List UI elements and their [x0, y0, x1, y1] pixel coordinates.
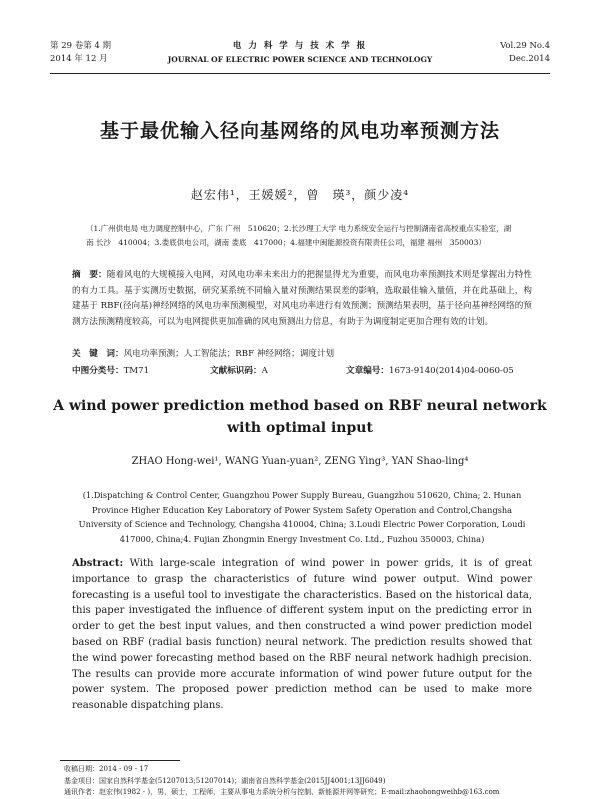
- abstract-label-en: Abstract:: [72, 558, 124, 569]
- volume-issue-en: Vol.29 No.4 Dec.2014: [500, 41, 550, 64]
- volume-issue: 第 29 卷第 4 期 2014 年 12 月: [50, 41, 112, 64]
- authors-english: ZHAO Hong-wei¹, WANG Yuan-yuan², ZENG Ying³, YAN Shao-ling⁴: [131, 456, 469, 467]
- author-info: 通讯作者：赵宏伟(1982 - )，男，硕士，工程师，主要从事电力系统分析与控制、新能源并网等研究；E-mail:zhaohongweihb@163.com: [64, 788, 500, 796]
- article-number-value: 1673-9140(2014)04-0060-05: [388, 366, 514, 376]
- abstract-text-cn: 随着风电的大规模接入电网，对风电功率未来出力的把握显得尤为重要，而风电功率预测技术则是掌握出力特性的有力工具。基于实测历史数据，研究某系统不同输入量对预测结果误差的影响，选取最佳输入量值，并在此基础上，构建基于 RBF(径向基)神经网络的风电功率预测模型，对风电功率进行有效预测；预测结果表明，基于径向基神经网络的预测方法预测精度较高，可以为电网提供更加准确的风电预测出力信息，有助于为调度制定更加合理有效的计划。: [72, 270, 532, 327]
- journal-header: [50, 40, 550, 72]
- abstract-english: [72, 556, 532, 714]
- keywords-label: 关 键 词：: [72, 349, 124, 359]
- doc-code-value: A: [261, 366, 268, 376]
- keywords-text: 风电功率预测；人工智能法；RBF 神经网络；调度计划: [123, 349, 335, 359]
- authors-chinese: 赵宏伟¹，王媛媛²，曾 瑛³，颜少凌⁴: [190, 188, 410, 202]
- keywords-chinese: [72, 347, 532, 359]
- affiliation-chinese: （1.广州供电局 电力调度控制中心，广东 广州 510620；2.长沙理工大学 电力系统安全运行与控制湖南省高校重点实验室，湖南 长沙 410004；3.娄底供电公司，湖南 娄底 417000；4.福建中闽能源投资有限责任公司，福建 福州 350003）: [86, 224, 512, 247]
- title-english: A wind power prediction method based on RBF neural network with optimal input: [53, 398, 547, 436]
- journal-name: 电 力 科 学 与 技 术 学 报 JOURNAL OF ELECTRIC POWER SCIENCE AND TECHNOLOGY: [167, 41, 433, 64]
- footnote-rule: [60, 760, 180, 761]
- abstract-label-cn: 摘 要：: [72, 270, 107, 280]
- abstract-text-en: With large-scale integration of wind power in power grids, it is of great importance to grasp the characteristics of future wind power output. Wind power forecasting is a useful tool to investigate the characteristics. Based on the historical data, this paper investigated the influence of different system input on the predicting error in order to get the best input values, and then constructed a wind power prediction model based on RBF (radial basis function) neural network. The prediction results showed that the wind power forecasting method based on the RBF neural network hadhigh precision. The results can provide more accurate information of wind power future output for the power system. The proposed power prediction method can be used to make more reasonable dispatching plans.: [72, 558, 532, 712]
- article-number-label: 文章编号：: [346, 366, 389, 376]
- doc-code-label: 文献标识码：: [210, 366, 262, 376]
- affiliation-english: (1.Dispatching & Control Center, Guangzhou Power Supply Bureau, Guangzhou 510620, China; 2. Hunan Province Higher Education Key Laboratory of Power System Safety Operation and Control,Changsha University of Science and Technology, Changsha 410004, China; 3.Loudi Electric Power Corporation, Loudi 417000, China;4. Fujian Zhongmin Energy Investment Co. Ltd., Fuzhou 350003, China): [78, 490, 526, 544]
- fund-info: 基金项目：国家自然科学基金(51207013;51207014)；湖南省自然科学基金(2015JJ4001;13JJ6049): [64, 776, 386, 785]
- footnotes: [64, 764, 544, 799]
- title-chinese: 基于最优输入径向基网络的风电功率预测方法: [99, 120, 500, 142]
- clc-value: TM71: [123, 366, 150, 376]
- abstract-chinese: [72, 268, 532, 330]
- clc-label: 中图分类号：: [72, 366, 124, 376]
- header-rule: [50, 73, 550, 74]
- classification-line: [72, 364, 542, 376]
- received-date: 收稿日期：2014 - 09 - 17: [64, 765, 149, 773]
